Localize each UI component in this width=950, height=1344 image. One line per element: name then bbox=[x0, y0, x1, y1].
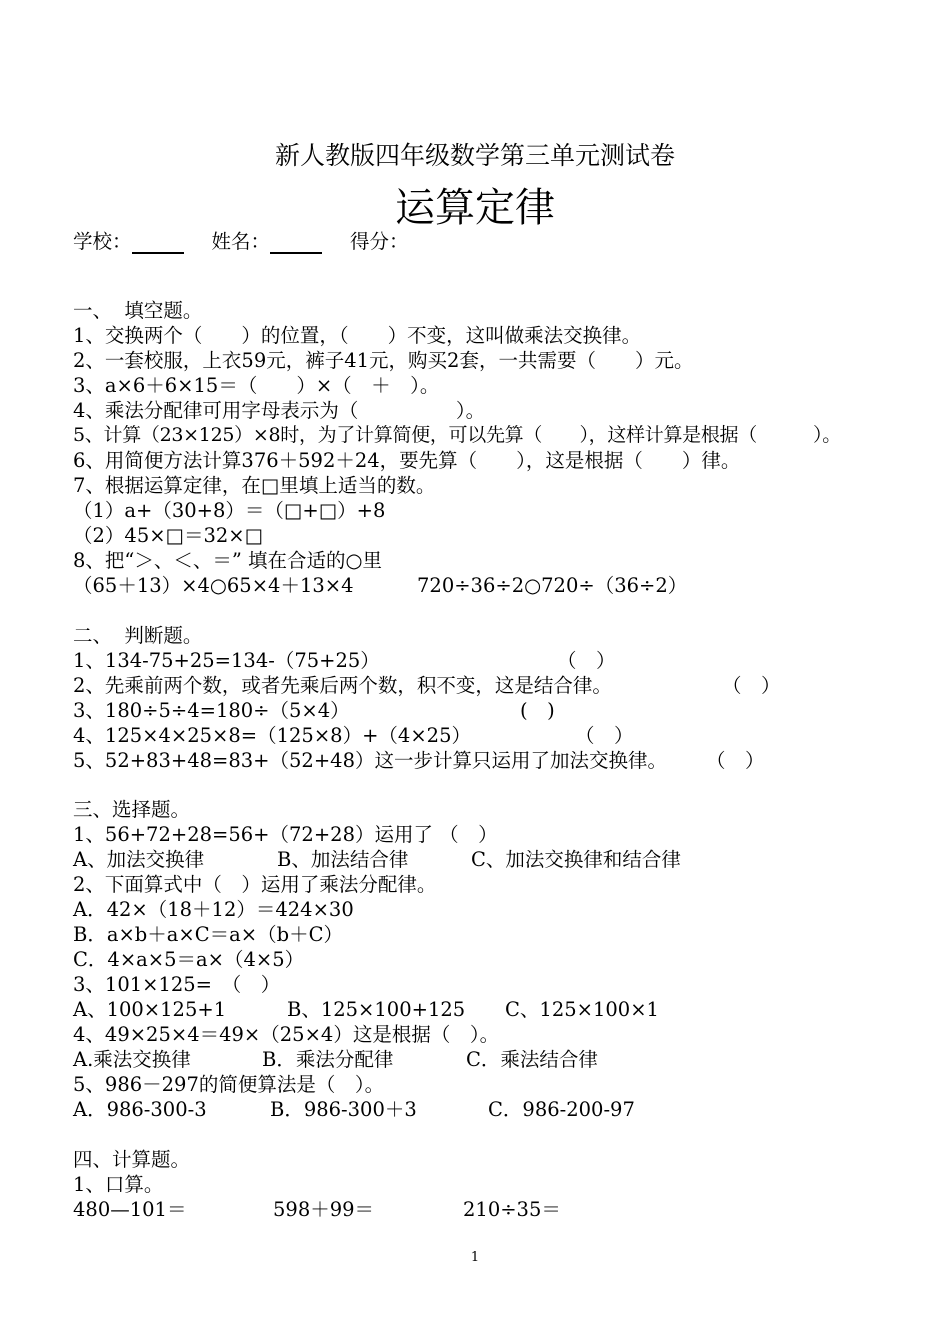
s3-question-4: 4、49×25×4＝49×（25×4）这是根据（ ）。 bbox=[73, 1023, 500, 1046]
s3-q1-option-c: C、加法交换律和结合律 bbox=[471, 848, 681, 871]
s3-q1-option-b: B、加法结合律 bbox=[277, 848, 409, 871]
s1-question-8: 8、把“＞、＜、＝” 填在合适的○里 bbox=[73, 549, 383, 572]
s2-question-1: 1、134-75+25=134-（75+25） bbox=[73, 649, 380, 672]
section-1-heading: 一、 填空题。 bbox=[73, 299, 203, 322]
s2-question-4: 4、125×4×25×8=（125×8）+（4×25） bbox=[73, 724, 471, 747]
s1-question-8-part-1: （65＋13）×4○65×4＋13×4 bbox=[73, 574, 354, 597]
s2-answer-2[interactable]: （ ） bbox=[722, 674, 781, 697]
s1-question-7: 7、根据运算定律，在□里填上适当的数。 bbox=[73, 474, 436, 497]
name-blank[interactable] bbox=[270, 234, 322, 254]
s4-calc-3: 210÷35＝ bbox=[463, 1198, 561, 1221]
s4-calc-2: 598＋99＝ bbox=[273, 1198, 375, 1221]
s2-question-3: 3、180÷5÷4=180÷（5×4） bbox=[73, 699, 350, 722]
s3-q2-option-a: A．42×（18＋12）＝424×30 bbox=[73, 898, 354, 921]
s3-q5-option-b: B．986-300＋3 bbox=[270, 1098, 417, 1121]
s1-question-6: 6、用简便方法计算376＋592＋24，要先算（ ），这是根据（ ）律。 bbox=[73, 449, 741, 472]
document-title: 新人教版四年级数学第三单元测试卷 bbox=[274, 141, 675, 170]
s3-q5-option-a: A．986-300-3 bbox=[73, 1098, 207, 1121]
s2-answer-4[interactable]: （ ） bbox=[575, 724, 634, 747]
s2-question-5: 5、52+83+48=83+（52+48）这一步计算只运用了加法交换律。 bbox=[73, 749, 667, 772]
student-info-row bbox=[73, 226, 409, 254]
s3-q3-option-c: C、125×100×1 bbox=[505, 998, 659, 1021]
s3-q1-option-a: A、加法交换律 bbox=[73, 848, 205, 871]
s3-q4-option-b: B．乘法分配律 bbox=[262, 1048, 394, 1071]
s1-question-7-part-2: （2）45×□＝32×□ bbox=[73, 524, 264, 547]
s3-question-3: 3、101×125= （ ） bbox=[73, 973, 281, 996]
s2-answer-5[interactable]: （ ） bbox=[706, 749, 765, 772]
s3-question-2: 2、下面算式中（ ）运用了乘法分配律。 bbox=[73, 873, 437, 896]
s3-q4-option-c: C．乘法结合律 bbox=[466, 1048, 598, 1071]
s3-q2-option-b: B．a×b＋a×C＝a×（b＋C） bbox=[73, 923, 344, 946]
name-label: 姓名： bbox=[211, 230, 271, 253]
section-4-heading: 四、计算题。 bbox=[73, 1148, 191, 1171]
s1-question-2: 2、一套校服，上衣59元，裤子41元，购买2套，一共需要（ ）元。 bbox=[73, 349, 694, 372]
s1-question-4: 4、乘法分配律可用字母表示为（ ）。 bbox=[73, 399, 486, 422]
s3-q5-option-c: C．986-200-97 bbox=[488, 1098, 635, 1121]
s1-question-7-part-1: （1）a+（30+8）＝（□+□）+8 bbox=[73, 499, 386, 522]
s2-question-2: 2、先乘前两个数，或者先乘后两个数，积不变，这是结合律。 bbox=[73, 674, 612, 697]
s3-q3-option-b: B、125×100+125 bbox=[287, 998, 466, 1021]
s3-q3-option-a: A、100×125+1 bbox=[73, 998, 227, 1021]
section-2-heading: 二、 判断题。 bbox=[73, 624, 203, 647]
s4-subheading-oral: 1、口算。 bbox=[73, 1173, 164, 1196]
s3-q4-option-a: A.乘法交换律 bbox=[73, 1048, 191, 1071]
page-number: 1 bbox=[470, 1250, 480, 1265]
s1-question-5: 5、计算（23×125）×8时，为了计算简便，可以先算（ ），这样计算是根据（ ）。 bbox=[73, 424, 841, 446]
s1-question-1: 1、交换两个（ ）的位置，（ ）不变，这叫做乘法交换律。 bbox=[73, 324, 642, 347]
s3-question-5: 5、986－297的简便算法是（ ）。 bbox=[73, 1073, 385, 1096]
s2-answer-3[interactable]: ( ) bbox=[520, 699, 555, 722]
section-3-heading: 三、选择题。 bbox=[73, 798, 191, 821]
s1-question-8-part-2: 720÷36÷2○720÷（36÷2） bbox=[417, 574, 688, 597]
s3-q2-option-c: C．4×a×5＝a×（4×5） bbox=[73, 948, 305, 971]
document-subtitle: 运算定律 bbox=[395, 185, 555, 231]
score-label: 得分： bbox=[350, 230, 409, 253]
school-blank[interactable] bbox=[132, 234, 184, 254]
s3-question-1: 1、56+72+28=56+（72+28）运用了 （ ） bbox=[73, 823, 498, 846]
s1-question-3: 3、a×6＋6×15＝（ ）×（ ＋ ）。 bbox=[73, 374, 440, 397]
s4-calc-1: 480—101＝ bbox=[73, 1198, 187, 1221]
s2-answer-1[interactable]: （ ） bbox=[557, 649, 616, 672]
school-label: 学校： bbox=[73, 230, 132, 253]
